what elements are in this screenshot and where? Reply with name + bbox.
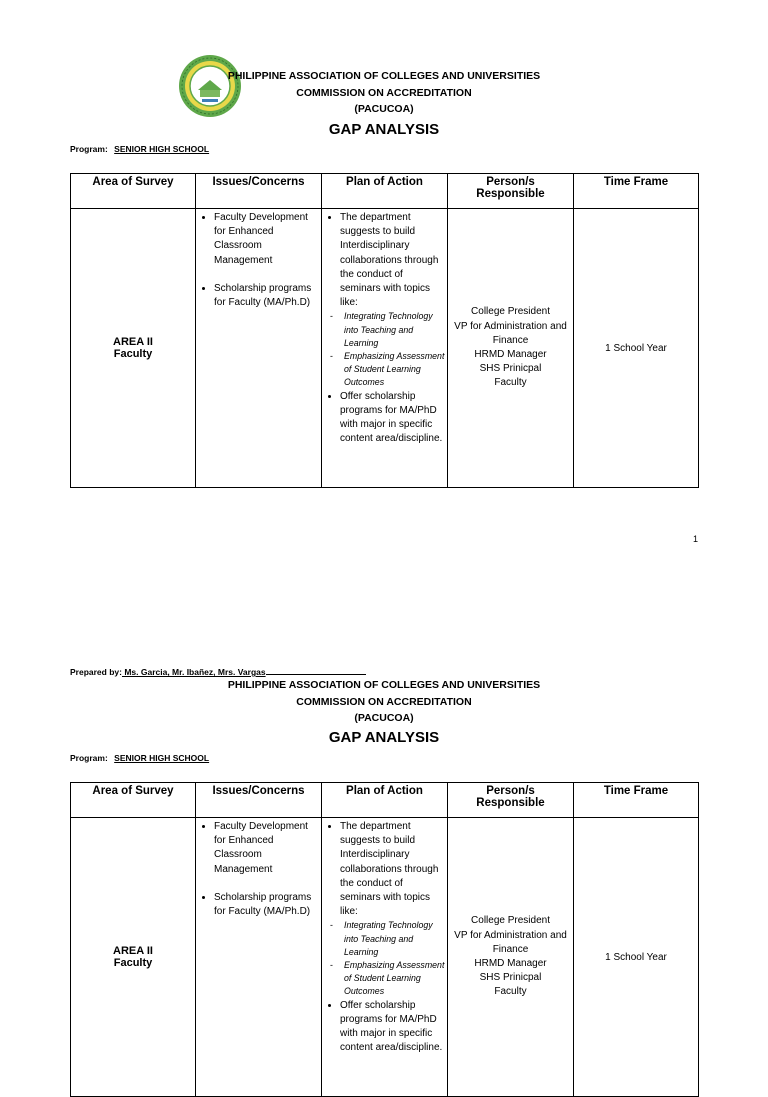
issue-item: • Scholarship programs for Faculty (MA/Ph.D)	[214, 891, 319, 919]
column-header: Area of Survey	[71, 174, 196, 209]
person-entry: SHS Prinicpal	[479, 363, 542, 375]
column-header: Time Frame	[574, 783, 699, 818]
org-name-line2: COMMISSION ON ACCREDITATION	[296, 696, 472, 708]
column-header: Issues/Concerns	[196, 783, 322, 818]
page-title: GAP ANALYSIS	[328, 729, 440, 746]
plan-item	[340, 211, 445, 310]
area-sublabel: Faculty	[113, 957, 153, 969]
time-frame-cell: 1 School Year	[574, 209, 699, 488]
program-line	[70, 144, 209, 154]
plan-sub-item: - Integrating Technology into Teaching and Learning	[332, 310, 445, 350]
person-entry: College President	[471, 915, 550, 927]
table-header-row	[71, 174, 699, 209]
person-entry: SHS Prinicpal	[479, 972, 542, 984]
table-header-row	[71, 783, 699, 818]
gap-analysis-table	[70, 173, 699, 488]
issue-item: • Faculty Development for Enhanced Classroom Management	[214, 211, 319, 268]
column-header: Plan of Action	[322, 783, 448, 818]
program-label: Program:	[70, 144, 108, 154]
plan-cell	[322, 818, 448, 1097]
issues-cell	[196, 209, 322, 488]
org-name-line1: PHILIPPINE ASSOCIATION OF COLLEGES AND UNIVERSITIES	[227, 679, 541, 691]
plan-item: • Offer scholarship programs for MA/PhD with major in specific content area/discipline.	[340, 390, 445, 447]
area-label: AREA II	[113, 945, 153, 957]
prepared-value: Ms. Garcia, Mr. Ibañez, Mrs. Vargas	[121, 667, 266, 677]
column-header: Issues/Concerns	[196, 174, 322, 209]
issue-item: • Faculty Development for Enhanced Classroom Management	[214, 820, 319, 877]
persons-cell	[448, 209, 574, 488]
time-frame-cell: 1 School Year	[574, 818, 699, 1097]
person-entry: HRMD Manager	[474, 958, 547, 969]
plan-item: • Offer scholarship programs for MA/PhD with major in specific content area/discipline.	[340, 999, 445, 1056]
program-value: SENIOR HIGH SCHOOL	[114, 753, 210, 763]
plan-sub-item: - Emphasizing Assessment of Student Learning Outcomes	[332, 959, 445, 999]
plan-item-text: The department suggests to build Interdisciplinary collaborations through the conduct of seminars with topics like:	[340, 821, 439, 918]
area-cell	[71, 209, 196, 488]
column-header: Person/s Responsible	[448, 783, 574, 818]
column-header: Time Frame	[574, 174, 699, 209]
person-entry: VP for Administration and Finance	[454, 929, 567, 955]
prepared-by-line	[70, 666, 366, 677]
plan-item	[340, 820, 445, 919]
org-name-line1: PHILIPPINE ASSOCIATION OF COLLEGES AND UNIVERSITIES	[227, 70, 541, 82]
program-label: Program:	[70, 753, 108, 763]
org-name-line3: (PACUCOA)	[354, 103, 414, 115]
plan-cell	[322, 209, 448, 488]
persons-cell	[448, 818, 574, 1097]
program-value: SENIOR HIGH SCHOOL	[114, 144, 210, 154]
person-entry: VP for Administration and Finance	[454, 320, 567, 346]
plan-item-text: The department suggests to build Interdisciplinary collaborations through the conduct of seminars with topics like:	[340, 212, 439, 309]
prepared-label: Prepared by:	[70, 667, 122, 677]
plan-sub-item: - Integrating Technology into Teaching and Learning	[332, 919, 445, 959]
program-line	[70, 753, 209, 763]
person-entry: HRMD Manager	[474, 349, 547, 360]
page-number: 1	[693, 534, 699, 544]
column-header: Plan of Action	[322, 174, 448, 209]
signature-line	[266, 666, 366, 675]
page-title: GAP ANALYSIS	[328, 121, 440, 138]
org-name-line3: (PACUCOA)	[354, 712, 414, 724]
area-sublabel: Faculty	[113, 348, 153, 360]
person-entry: Faculty	[494, 986, 527, 998]
area-label: AREA II	[113, 336, 153, 348]
column-header: Area of Survey	[71, 783, 196, 818]
area-cell	[71, 818, 196, 1097]
person-entry: College President	[471, 306, 550, 318]
org-name-line2: COMMISSION ON ACCREDITATION	[296, 87, 472, 99]
table-row	[71, 818, 699, 1097]
column-header: Person/s Responsible	[448, 174, 574, 209]
person-entry: Faculty	[494, 377, 527, 389]
issue-item: • Scholarship programs for Faculty (MA/Ph.D)	[214, 282, 319, 310]
plan-sub-item: - Emphasizing Assessment of Student Learning Outcomes	[332, 350, 445, 390]
issues-cell	[196, 818, 322, 1097]
table-row	[71, 209, 699, 488]
gap-analysis-table	[70, 782, 699, 1097]
